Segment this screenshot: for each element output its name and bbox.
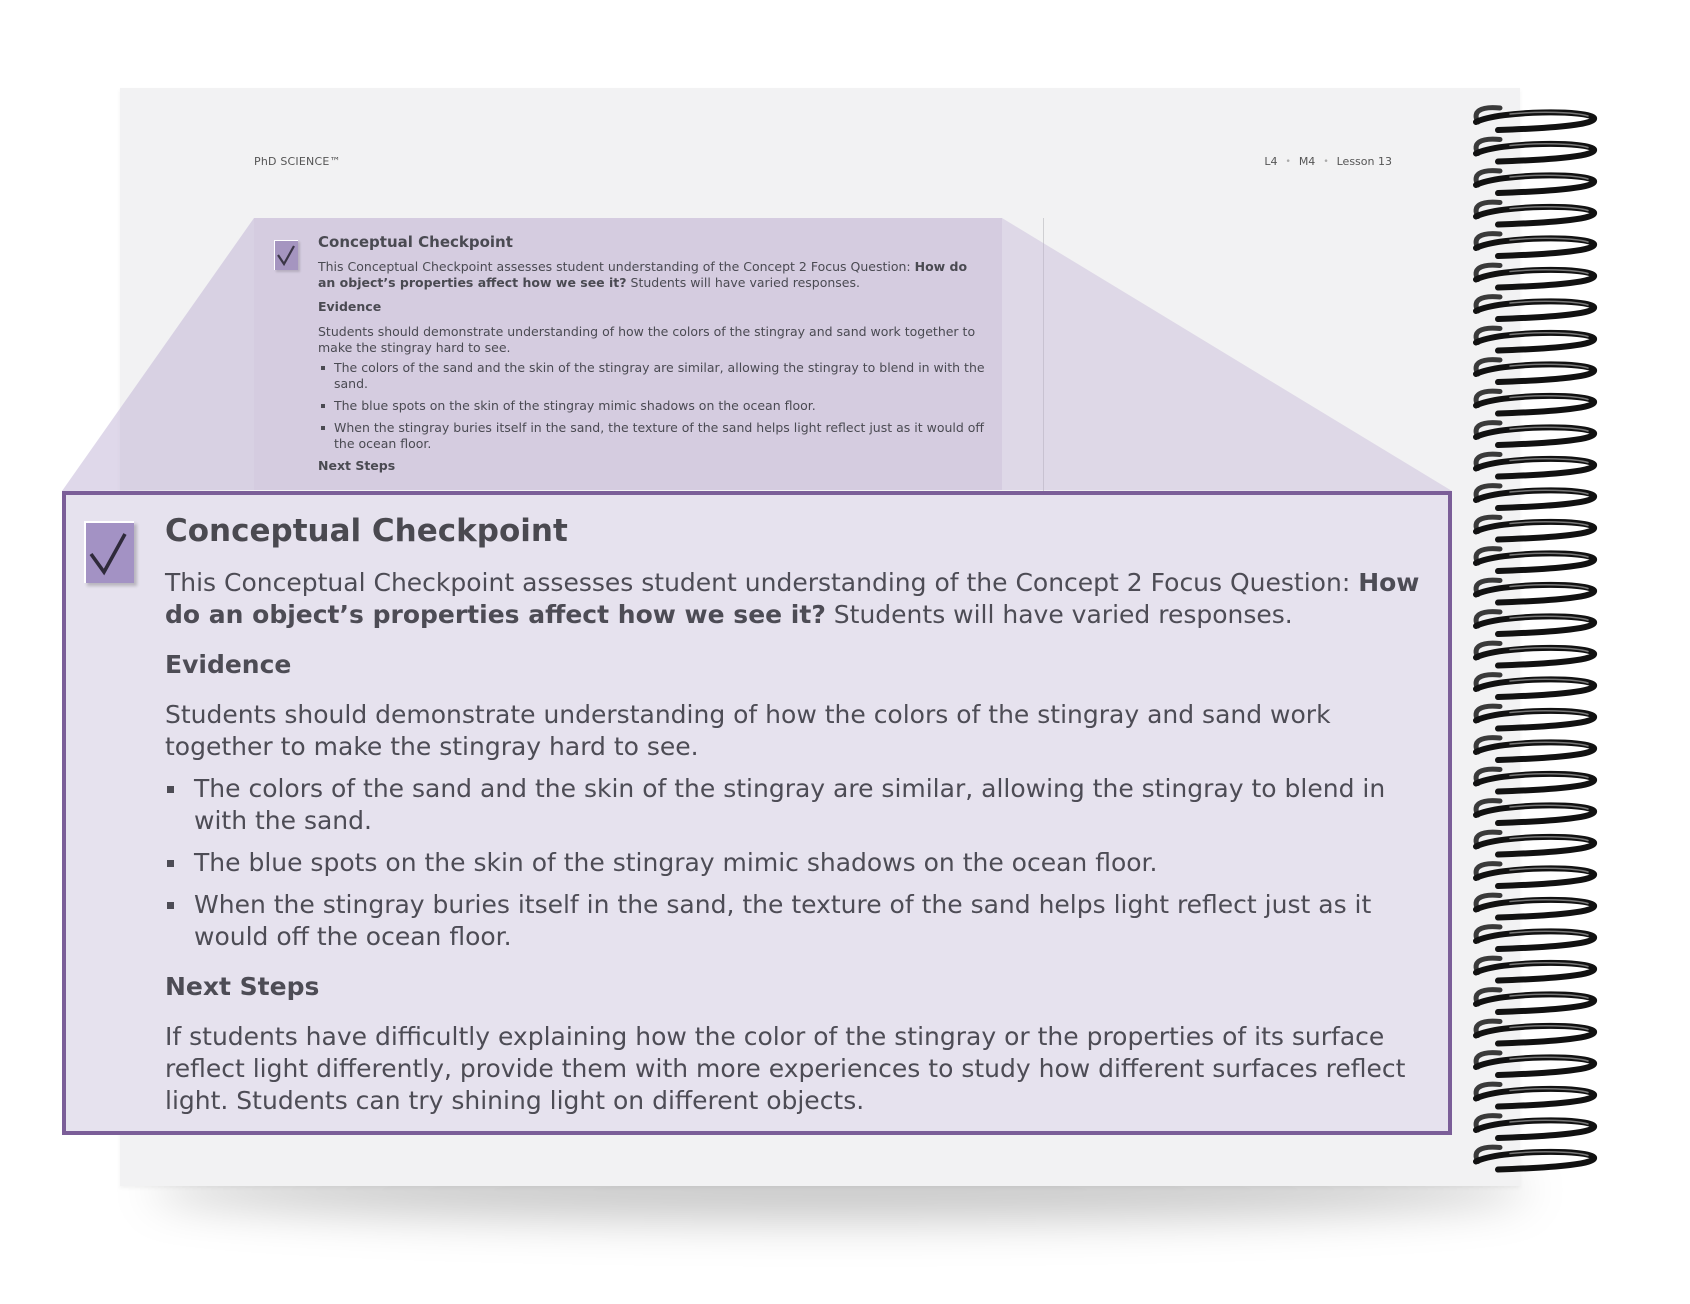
thumbnail-intro-text: This Conceptual Checkpoint assesses student understanding of the Concept 2 Focus Question: [318,259,915,274]
breadcrumb-separator: • [1285,156,1291,167]
list-item: The blue spots on the skin of the stingray mimic shadows on the ocean floor. [334,398,986,414]
spiral-coil-loop [1476,1152,1594,1170]
spiral-coil-loop [1476,1120,1594,1138]
thumbnail-evidence-text: Students should demonstrate understanding of how the colors of the stingray and sand work together to make the stingray hard to see. [318,324,976,355]
breadcrumb-module: M4 [1298,155,1316,168]
column-divider [1043,218,1044,493]
checkmark-glyph [274,240,298,270]
spiral-coil-loop [1476,585,1594,603]
breadcrumb-level: L4 [1264,155,1278,168]
spiral-coil-loop [1476,616,1594,634]
callout-body [165,511,1445,1135]
spiral-coil-loop [1476,175,1594,193]
page-brand: PhD SCIENCE™ [254,155,341,168]
spiral-coil-loop [1476,868,1594,886]
spiral-coil-loop [1476,270,1594,288]
checkmark-glyph [84,521,134,583]
thumbnail-title: Conceptual Checkpoint [318,233,513,251]
spiral-coil-loop [1476,805,1594,823]
thumbnail-body [318,234,986,483]
callout-intro [165,567,1445,631]
spiral-coil-loop [1476,742,1594,760]
spiral-coil-loop [1476,553,1594,571]
breadcrumb-separator: • [1323,156,1329,167]
thumbnail-evidence-list [318,360,986,452]
checkmark-icon [274,240,298,270]
spiral-coil-loop [1476,1026,1594,1044]
spiral-coil-loop [1476,333,1594,351]
spiral-coil-loop [1476,396,1594,414]
list-item: The colors of the sand and the skin of the stingray are similar, allowing the stingray to blend in with the sand. [334,360,985,391]
breadcrumb-lesson: Lesson 13 [1336,155,1392,168]
list-item: When the stingray buries itself in the sand, the texture of the sand helps light reflect just as it would off the ocean floor. [334,420,985,451]
spiral-coil-loop [1476,427,1594,445]
thumbnail-evidence-heading: Evidence [318,299,382,314]
spiral-coil-loop [1476,963,1594,981]
thumbnail-intro [318,259,986,291]
spiral-coil-loop [1476,1089,1594,1107]
list-item: The blue spots on the skin of the stingray mimic shadows on the ocean floor. [194,847,1445,879]
spiral-coil-loop [1476,238,1594,256]
callout-intro-tail: Students will have varied responses. [825,600,1293,629]
callout-title: Conceptual Checkpoint [165,513,568,549]
spiral-coil-loop [1476,994,1594,1012]
next-steps-heading: Next Steps [165,972,320,1001]
list-item: The colors of the sand and the skin of the stingray are similar, allowing the stingray to blend in with the sand. [194,773,1445,837]
evidence-text: Students should demonstrate understanding of how the colors of the stingray and sand work together to make the stingray hard to see. [165,700,1331,761]
callout-intro-text: This Conceptual Checkpoint assesses student understanding of the Concept 2 Focus Question: [165,568,1359,597]
page-breadcrumb [1264,155,1392,168]
focus-question: How do an object’s properties affect how we see it? [165,568,1420,629]
spiral-coil-loop [1476,459,1594,477]
spiral-coil-loop [1476,679,1594,697]
spiral-coil-loop [1476,774,1594,792]
spiral-coil-loop [1476,144,1594,162]
spiral-coil-loop [1476,837,1594,855]
list-item: When the stingray buries itself in the sand, the texture of the sand helps light reflect just as it would off the ocean floor. [194,889,1445,953]
spiral-coil-loop [1476,900,1594,918]
conceptual-checkpoint-callout [62,491,1452,1135]
spiral-coil-loop [1476,648,1594,666]
evidence-heading: Evidence [165,650,292,679]
spiral-coil-loop [1476,522,1594,540]
spiral-coil-loop [1476,490,1594,508]
thumbnail-next-steps-heading: Next Steps [318,458,396,473]
spiral-coil-loop [1476,112,1594,130]
spiral-coil-loop [1476,1057,1594,1075]
spiral-binding [1470,96,1610,1196]
spiral-coil-loop [1476,207,1594,225]
spiral-coil-loop [1476,711,1594,729]
next-steps-text: If students have difficultly explaining how the color of the stingray or the properties of its surface reflect light differently, provide them with more experiences to study how different surfaces reflect light. Students can try shining light on different objects. [165,1022,1406,1115]
evidence-list [165,773,1445,953]
spiral-coil-loop [1476,364,1594,382]
page-callout-thumbnail [254,218,1002,490]
spiral-coil-loop [1476,931,1594,949]
thumbnail-focus-question: How do an object’s properties affect how we see it? [318,259,968,290]
checkmark-icon [84,521,134,583]
spiral-coil-loop [1476,301,1594,319]
thumbnail-intro-tail: Students will have varied responses. [626,275,860,290]
